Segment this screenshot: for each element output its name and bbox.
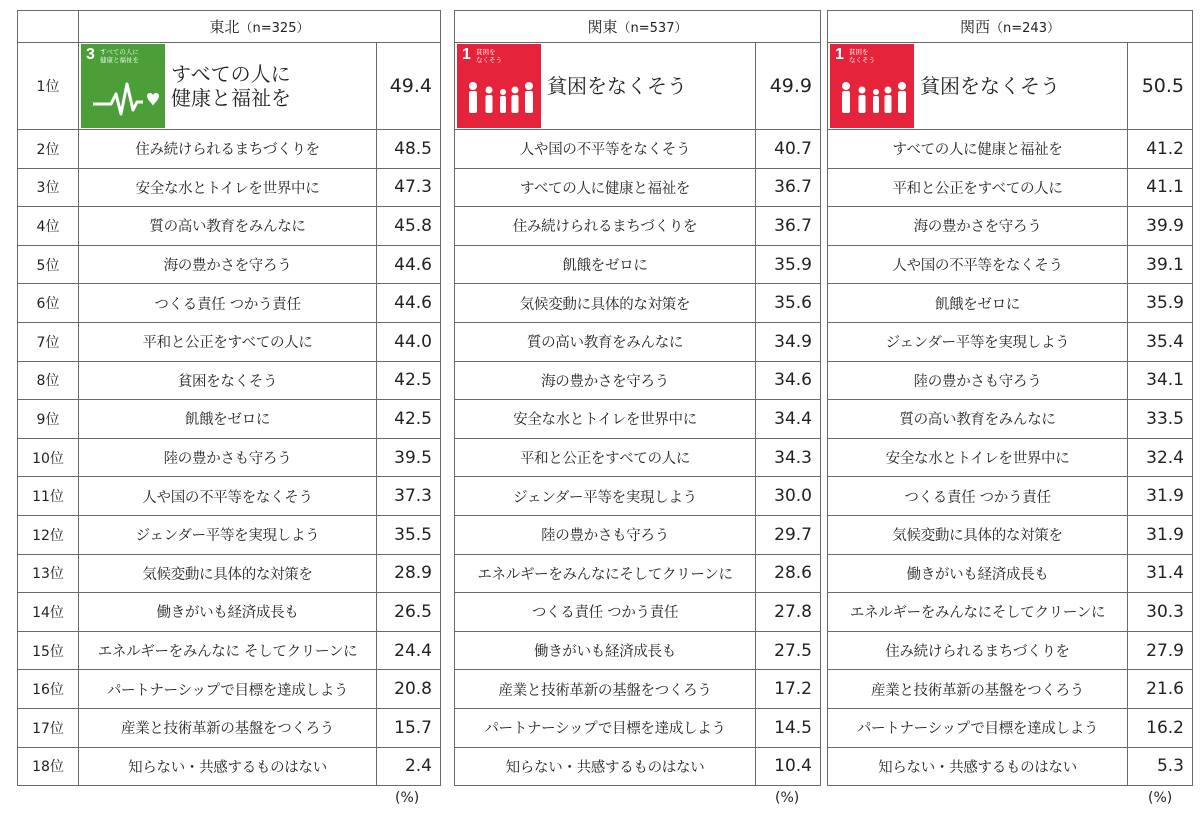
value-cell: 35.6 — [756, 284, 821, 323]
table-row — [828, 322, 1193, 361]
table-row — [455, 400, 821, 439]
item-cell: 質の高い教育をみんなに — [828, 400, 1128, 439]
item-cell: つくる責任 つかう責任 — [79, 284, 377, 323]
value-cell: 34.4 — [756, 400, 821, 439]
sdg1-family-icon: 1 貧困を なくそう — [830, 44, 914, 128]
value-cell: 5.3 — [1128, 747, 1193, 786]
table-row — [828, 515, 1193, 554]
value-cell: 41.2 — [1128, 130, 1193, 169]
value-cell: 14.5 — [756, 708, 821, 747]
value-cell: 29.7 — [756, 515, 821, 554]
item-cell: 気候変動に具体的な対策を — [828, 515, 1128, 554]
value-cell: 31.9 — [1128, 515, 1193, 554]
item-cell: 気候変動に具体的な対策を — [455, 284, 756, 323]
item-cell: 人や国の不平等をなくそう — [828, 245, 1128, 284]
item-cell: 働きがいも経済成長も — [79, 593, 377, 632]
table-row — [828, 130, 1193, 169]
item-cell: エネルギーをみんなにそしてクリーンに — [455, 554, 756, 593]
rank-cell: 10位 — [18, 438, 79, 477]
rank-cell: 6位 — [18, 284, 79, 323]
value-cell: 28.9 — [377, 554, 441, 593]
top-item-text: 貧困をなくそう — [547, 74, 687, 98]
item-cell: 質の高い教育をみんなに — [455, 322, 756, 361]
value-cell: 27.8 — [756, 593, 821, 632]
value-cell: 37.3 — [377, 477, 441, 516]
table-row-top — [828, 43, 1193, 130]
table-row — [455, 207, 821, 246]
top-item-text: すべての人に 健康と福祉を — [171, 62, 291, 110]
value-cell: 15.7 — [377, 708, 441, 747]
top-item-text: 貧困をなくそう — [920, 74, 1060, 98]
table-row — [18, 130, 441, 169]
item-cell: 海の豊かさを守ろう — [828, 207, 1128, 246]
table-row — [18, 477, 441, 516]
table-row — [828, 438, 1193, 477]
region-header: 関西（n=243） — [828, 11, 1193, 43]
item-cell: 安全な水とトイレを世界中に — [79, 168, 377, 207]
table-row — [455, 361, 821, 400]
table-row — [18, 245, 441, 284]
item-cell: 知らない・共感するものはない — [455, 747, 756, 786]
table-row — [828, 400, 1193, 439]
value-cell: 50.5 — [1128, 43, 1193, 130]
item-cell: つくる責任 つかう責任 — [828, 477, 1128, 516]
table-row — [455, 670, 821, 709]
rank-cell: 4位 — [18, 207, 79, 246]
table-row — [18, 554, 441, 593]
item-cell: エネルギーをみんなにそしてクリーンに — [828, 593, 1128, 632]
table-row — [18, 515, 441, 554]
table-row — [455, 322, 821, 361]
item-cell: ジェンダー平等を実現しよう — [79, 515, 377, 554]
table-row — [455, 708, 821, 747]
item-cell: パートナーシップで目標を達成しよう — [79, 670, 377, 709]
value-cell: 27.9 — [1128, 631, 1193, 670]
item-cell: 陸の豊かさも守ろう — [828, 361, 1128, 400]
item-cell: 平和と公正をすべての人に — [455, 438, 756, 477]
value-cell: 45.8 — [377, 207, 441, 246]
item-cell: 人や国の不平等をなくそう — [79, 477, 377, 516]
table-row-top — [18, 43, 441, 130]
rank-cell: 17位 — [18, 708, 79, 747]
value-cell: 31.4 — [1128, 554, 1193, 593]
item-cell: 気候変動に具体的な対策を — [79, 554, 377, 593]
value-cell: 10.4 — [756, 747, 821, 786]
rank-cell: 14位 — [18, 593, 79, 632]
value-cell: 34.6 — [756, 361, 821, 400]
rank-cell: 2位 — [18, 130, 79, 169]
value-cell: 33.5 — [1128, 400, 1193, 439]
value-cell: 42.5 — [377, 400, 441, 439]
value-cell: 34.1 — [1128, 361, 1193, 400]
table-row — [18, 361, 441, 400]
item-cell: 人や国の不平等をなくそう — [455, 130, 756, 169]
item-cell: 安全な水とトイレを世界中に — [828, 438, 1128, 477]
item-cell: 住み続けられるまちづくりを — [79, 130, 377, 169]
value-cell: 44.6 — [377, 245, 441, 284]
item-cell: 産業と技術革新の基盤をつくろう — [828, 670, 1128, 709]
table-row — [18, 168, 441, 207]
value-cell: 21.6 — [1128, 670, 1193, 709]
region-header: 関東（n=537） — [455, 11, 821, 43]
item-cell: エネルギーをみんなに そしてクリーンに — [79, 631, 377, 670]
table-row — [455, 438, 821, 477]
value-cell: 34.3 — [756, 438, 821, 477]
table-row — [18, 400, 441, 439]
item-cell: 住み続けられるまちづくりを — [828, 631, 1128, 670]
item-cell: 海の豊かさを守ろう — [455, 361, 756, 400]
item-cell: ジェンダー平等を実現しよう — [455, 477, 756, 516]
rank-cell: 5位 — [18, 245, 79, 284]
value-cell: 24.4 — [377, 631, 441, 670]
item-cell: すべての人に健康と福祉を — [828, 130, 1128, 169]
rank-cell: 15位 — [18, 631, 79, 670]
table-row — [18, 438, 441, 477]
value-cell: 35.4 — [1128, 322, 1193, 361]
rank-cell: 16位 — [18, 670, 79, 709]
table-row — [828, 245, 1193, 284]
value-cell: 30.3 — [1128, 593, 1193, 632]
table-row — [455, 747, 821, 786]
table-row — [828, 168, 1193, 207]
top-item-cell — [455, 43, 756, 130]
item-cell: 陸の豊かさも守ろう — [79, 438, 377, 477]
value-cell: 39.5 — [377, 438, 441, 477]
item-cell: すべての人に健康と福祉を — [455, 168, 756, 207]
table-row — [18, 747, 441, 786]
item-cell: 安全な水とトイレを世界中に — [455, 400, 756, 439]
top-item-cell — [79, 43, 377, 130]
rank-cell: 13位 — [18, 554, 79, 593]
top-item-cell — [828, 43, 1128, 130]
rank-cell: 18位 — [18, 747, 79, 786]
value-cell: 17.2 — [756, 670, 821, 709]
rank-cell: 8位 — [18, 361, 79, 400]
table-row — [455, 631, 821, 670]
item-cell: 平和と公正をすべての人に — [828, 168, 1128, 207]
table-row — [18, 284, 441, 323]
rank-cell: 1位 — [18, 43, 79, 130]
table-row — [18, 631, 441, 670]
table-row — [828, 554, 1193, 593]
table-row — [455, 554, 821, 593]
value-cell: 44.6 — [377, 284, 441, 323]
table-row — [828, 670, 1193, 709]
table-row — [455, 284, 821, 323]
table-row — [455, 593, 821, 632]
value-cell: 32.4 — [1128, 438, 1193, 477]
value-cell: 47.3 — [377, 168, 441, 207]
item-cell: 働きがいも経済成長も — [828, 554, 1128, 593]
table-row — [18, 708, 441, 747]
item-cell: 陸の豊かさも守ろう — [455, 515, 756, 554]
rank-cell: 12位 — [18, 515, 79, 554]
value-cell: 34.9 — [756, 322, 821, 361]
table-row-top — [455, 43, 821, 130]
table-row — [18, 670, 441, 709]
rank-cell: 9位 — [18, 400, 79, 439]
table-row — [828, 593, 1193, 632]
unit-label: (%) — [395, 790, 420, 806]
table-row — [455, 130, 821, 169]
value-cell: 36.7 — [756, 168, 821, 207]
item-cell: 平和と公正をすべての人に — [79, 322, 377, 361]
value-cell: 39.1 — [1128, 245, 1193, 284]
value-cell: 30.0 — [756, 477, 821, 516]
item-cell: つくる責任 つかう責任 — [455, 593, 756, 632]
item-cell: 貧困をなくそう — [79, 361, 377, 400]
value-cell: 44.0 — [377, 322, 441, 361]
value-cell: 41.1 — [1128, 168, 1193, 207]
item-cell: 知らない・共感するものはない — [79, 747, 377, 786]
value-cell: 28.6 — [756, 554, 821, 593]
value-cell: 40.7 — [756, 130, 821, 169]
table-row — [18, 322, 441, 361]
value-cell: 35.5 — [377, 515, 441, 554]
unit-label: (%) — [775, 790, 800, 806]
ranking-table-kansai — [827, 10, 1193, 786]
value-cell: 36.7 — [756, 207, 821, 246]
value-cell: 35.9 — [756, 245, 821, 284]
value-cell: 42.5 — [377, 361, 441, 400]
table-row — [455, 168, 821, 207]
region-header: 東北（n=325） — [79, 11, 441, 43]
table-row — [455, 477, 821, 516]
item-cell: 飢餓をゼロに — [455, 245, 756, 284]
value-cell: 49.4 — [377, 43, 441, 130]
value-cell: 48.5 — [377, 130, 441, 169]
ranking-table-tohoku — [17, 10, 441, 786]
rank-cell: 7位 — [18, 322, 79, 361]
value-cell: 49.9 — [756, 43, 821, 130]
rank-cell: 11位 — [18, 477, 79, 516]
item-cell: 産業と技術革新の基盤をつくろう — [455, 670, 756, 709]
table-row — [828, 631, 1193, 670]
value-cell: 27.5 — [756, 631, 821, 670]
table-row — [828, 207, 1193, 246]
item-cell: ジェンダー平等を実現しよう — [828, 322, 1128, 361]
sdg3-heartbeat-icon: 3 すべての人に 健康と福祉を — [81, 44, 165, 128]
value-cell: 35.9 — [1128, 284, 1193, 323]
sdg1-family-icon: 1 貧困を なくそう — [457, 44, 541, 128]
table-row — [828, 477, 1193, 516]
value-cell: 20.8 — [377, 670, 441, 709]
table-row — [828, 708, 1193, 747]
item-cell: 飢餓をゼロに — [79, 400, 377, 439]
item-cell: 知らない・共感するものはない — [828, 747, 1128, 786]
item-cell: 海の豊かさを守ろう — [79, 245, 377, 284]
value-cell: 31.9 — [1128, 477, 1193, 516]
item-cell: 働きがいも経済成長も — [455, 631, 756, 670]
value-cell: 26.5 — [377, 593, 441, 632]
unit-label: (%) — [1148, 790, 1173, 806]
value-cell: 39.9 — [1128, 207, 1193, 246]
item-cell: パートナーシップで目標を達成しよう — [828, 708, 1128, 747]
item-cell: パートナーシップで目標を達成しよう — [455, 708, 756, 747]
value-cell: 16.2 — [1128, 708, 1193, 747]
table-row — [828, 747, 1193, 786]
blank-header — [18, 11, 79, 43]
item-cell: 質の高い教育をみんなに — [79, 207, 377, 246]
value-cell: 2.4 — [377, 747, 441, 786]
item-cell: 飢餓をゼロに — [828, 284, 1128, 323]
item-cell: 住み続けられるまちづくりを — [455, 207, 756, 246]
table-row — [18, 593, 441, 632]
table-row — [828, 284, 1193, 323]
rank-cell: 3位 — [18, 168, 79, 207]
table-row — [18, 207, 441, 246]
ranking-table-kanto — [454, 10, 821, 786]
table-row — [828, 361, 1193, 400]
table-row — [455, 515, 821, 554]
item-cell: 産業と技術革新の基盤をつくろう — [79, 708, 377, 747]
table-row — [455, 245, 821, 284]
